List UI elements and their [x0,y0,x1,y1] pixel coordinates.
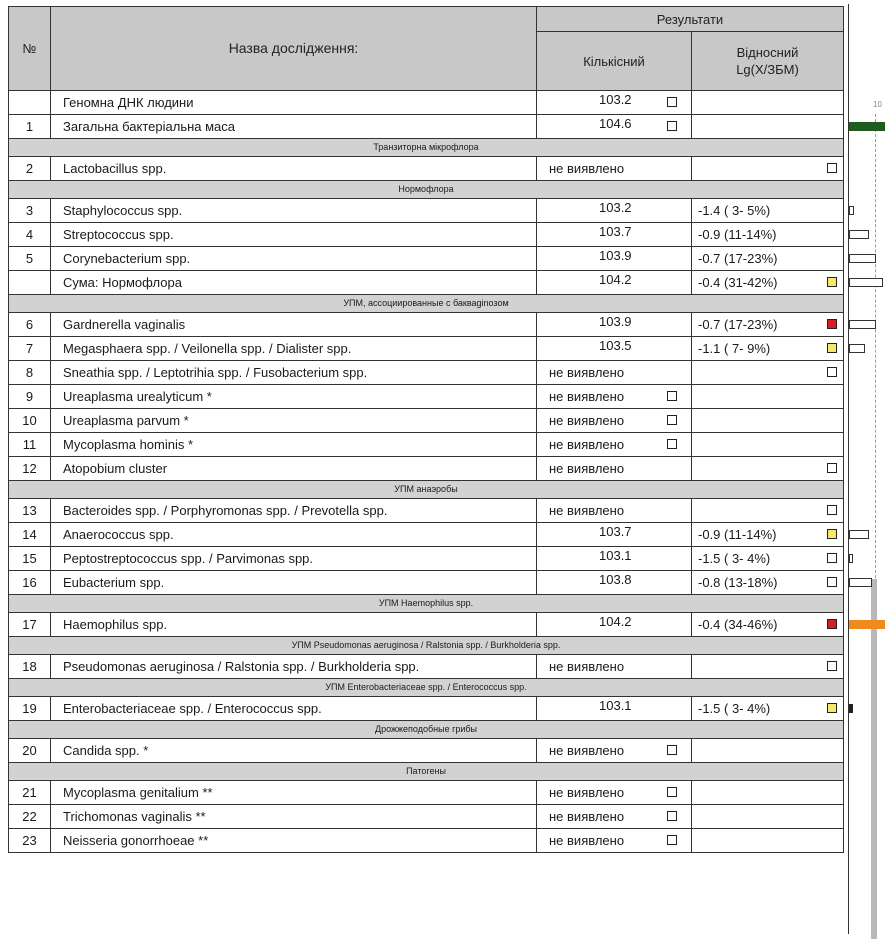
section-row [9,595,844,613]
relative-value [692,785,698,800]
status-indicator-white [827,163,837,173]
power-exponent: 4.2 [613,272,632,287]
table-row [9,271,844,295]
relative-value: -0.7 (17-23%) [698,251,778,266]
quantitative-cell [537,613,692,637]
row-number: 2 [9,157,51,181]
relative-cell [692,385,844,409]
quantitative-checkbox [667,439,677,449]
quantitative-checkbox [667,121,677,131]
quantitative-power [599,200,632,215]
table-row [9,829,844,853]
status-indicator-red [827,319,837,329]
quantitative-power [599,272,632,287]
power-base: 10 [599,314,614,329]
relative-cell [692,91,844,115]
quantitative-power [599,572,632,587]
quantitative-power [599,548,632,563]
quantitative-cell [537,547,692,571]
test-name: Streptococcus spp. [51,223,537,247]
quantitative-cell [537,361,692,385]
section-title: УПМ Pseudomonas aeruginosa / Ralstonia spp. / Burkholderia spp. [9,637,844,655]
row-number [9,91,51,115]
row-number: 13 [9,499,51,523]
power-base: 10 [599,548,614,563]
power-exponent: 3.1 [613,698,632,713]
relative-value [692,503,698,518]
test-name: Peptostreptococcus spp. / Parvimonas spp. [51,547,537,571]
sidebar-bar [849,530,869,539]
quantitative-text: не виявлено [549,413,625,428]
row-number: 23 [9,829,51,853]
row-number: 7 [9,337,51,361]
test-name: Ureaplasma parvum * [51,409,537,433]
sidebar-bar [849,620,885,629]
section-title: УПМ Enterobacteriaceae spp. / Enterococcus spp. [9,679,844,697]
status-indicator-white [827,577,837,587]
row-number: 15 [9,547,51,571]
power-base: 10 [599,200,614,215]
relative-cell [692,655,844,679]
relative-value [692,743,698,758]
status-indicator-white [827,463,837,473]
relative-value: -1.5 ( 3- 4%) [698,551,771,566]
section-title: Дрожжеподобные грибы [9,721,844,739]
row-number: 10 [9,409,51,433]
row-number: 1 [9,115,51,139]
quantitative-power [599,224,632,239]
quantitative-text: не виявлено [549,659,625,674]
section-title: Нормофлора [9,181,844,199]
header-results: Результати [537,7,844,32]
test-name: Сума: Нормофлора [51,271,537,295]
test-name: Mycoplasma hominis * [51,433,537,457]
power-base: 10 [599,248,614,263]
test-name: Enterobacteriaceae spp. / Enterococcus spp. [51,697,537,721]
relative-value [692,389,698,404]
quantitative-cell [537,805,692,829]
quantitative-text: не виявлено [549,437,625,452]
quantitative-cell [537,655,692,679]
table-row [9,547,844,571]
quantitative-cell [537,739,692,763]
quantitative-cell [537,199,692,223]
quantitative-power [599,92,632,107]
relative-value: -1.5 ( 3- 4%) [698,701,771,716]
section-title: УПМ Haemophilus spp. [9,595,844,613]
section-row [9,721,844,739]
power-exponent: 4.6 [613,116,632,131]
relative-value [692,659,698,674]
header-quantitative: Кількісний [537,32,692,91]
relative-cell [692,805,844,829]
relative-cell [692,781,844,805]
sidebar-gray-band [871,579,877,939]
relative-cell [692,829,844,853]
section-row [9,181,844,199]
table-row [9,409,844,433]
table-row [9,805,844,829]
row-number: 11 [9,433,51,457]
power-exponent: 3.9 [613,314,632,329]
quantitative-cell [537,313,692,337]
quantitative-checkbox [667,745,677,755]
status-indicator-white [827,553,837,563]
header-relative: Відносний Lg(X/ЗБМ) [692,32,844,91]
relative-cell [692,247,844,271]
table-row [9,655,844,679]
row-number: 5 [9,247,51,271]
table-row [9,115,844,139]
results-body [9,91,844,853]
power-exponent: 3.2 [613,92,632,107]
test-name: Загальна бактеріальна маса [51,115,537,139]
relative-value [692,437,698,452]
relative-value: -0.9 (11-14%) [698,527,777,542]
relative-value [692,365,698,380]
power-base: 10 [599,614,614,629]
row-number: 20 [9,739,51,763]
section-row [9,139,844,157]
quantitative-power [599,614,632,629]
table-row [9,199,844,223]
table-row [9,781,844,805]
relative-cell [692,313,844,337]
section-title: УПМ, ассоциированные с бакваginозом [9,295,844,313]
section-row [9,637,844,655]
test-name: Megasphaera spp. / Veilonella spp. / Dialister spp. [51,337,537,361]
relative-cell [692,499,844,523]
quantitative-text: не виявлено [549,161,625,176]
test-name: Trichomonas vaginalis ** [51,805,537,829]
relative-value: -0.7 (17-23%) [698,317,778,332]
power-base: 10 [599,224,614,239]
status-indicator-red [827,619,837,629]
section-title: Патогены [9,763,844,781]
relative-cell [692,613,844,637]
quantitative-cell [537,523,692,547]
row-number: 8 [9,361,51,385]
test-name: Eubacterium spp. [51,571,537,595]
power-exponent: 3.9 [613,248,632,263]
quantitative-checkbox [667,787,677,797]
test-name: Lactobacillus spp. [51,157,537,181]
power-base: 10 [599,92,614,107]
table-row [9,385,844,409]
table-row [9,457,844,481]
sidebar-bar [849,206,854,215]
power-exponent: 3.7 [613,224,632,239]
quantitative-checkbox [667,391,677,401]
sidebar-bar [849,704,853,713]
header-no: № [9,7,51,91]
table-row [9,361,844,385]
power-base: 10 [599,524,614,539]
sidebar-bar [849,320,876,329]
power-base: 10 [599,698,614,713]
row-number: 19 [9,697,51,721]
relative-cell [692,571,844,595]
table-row [9,337,844,361]
power-base: 10 [599,116,614,131]
quantitative-cell [537,781,692,805]
quantitative-cell [537,91,692,115]
quantitative-power [599,116,632,131]
status-indicator-yellow [827,529,837,539]
status-indicator-white [827,661,837,671]
test-name: Haemophilus spp. [51,613,537,637]
relative-cell [692,457,844,481]
relative-value [692,413,698,428]
sidebar-bar [849,554,853,563]
sidebar-bar [849,578,872,587]
section-row [9,295,844,313]
quantitative-cell [537,457,692,481]
row-number: 12 [9,457,51,481]
quantitative-cell [537,697,692,721]
test-name: Corynebacterium spp. [51,247,537,271]
row-number: 3 [9,199,51,223]
relative-value [692,119,698,134]
quantitative-text: не виявлено [549,809,625,824]
quantitative-cell [537,247,692,271]
status-indicator-white [827,367,837,377]
quantitative-text: не виявлено [549,461,625,476]
results-table [8,6,844,853]
row-number: 22 [9,805,51,829]
relative-value [692,461,698,476]
quantitative-text: не виявлено [549,389,625,404]
test-name: Neisseria gonorrhoeae ** [51,829,537,853]
table-row [9,739,844,763]
quantitative-cell [537,115,692,139]
test-name: Atopobium cluster [51,457,537,481]
relative-value: -0.8 (13-18%) [698,575,778,590]
relative-cell [692,271,844,295]
table-row [9,247,844,271]
test-name: Pseudomonas aeruginosa / Ralstonia spp. / Burkholderia spp. [51,655,537,679]
test-name: Staphylococcus spp. [51,199,537,223]
relative-cell [692,409,844,433]
test-name: Anaerococcus spp. [51,523,537,547]
quantitative-checkbox [667,835,677,845]
test-name: Mycoplasma genitalium ** [51,781,537,805]
section-title: УПМ анаэробы [9,481,844,499]
quantitative-checkbox [667,97,677,107]
quantitative-cell [537,409,692,433]
relative-value: -1.1 ( 7- 9%) [698,341,771,356]
relative-value [692,833,698,848]
quantitative-cell [537,337,692,361]
table-row [9,571,844,595]
relative-value [692,161,698,176]
quantitative-cell [537,571,692,595]
test-name: Gardnerella vaginalis [51,313,537,337]
sidebar-bar [849,278,883,287]
quantitative-checkbox [667,811,677,821]
quantitative-cell [537,433,692,457]
power-base: 10 [599,272,614,287]
quantitative-cell [537,223,692,247]
relative-cell [692,199,844,223]
relative-cell [692,157,844,181]
relative-cell [692,697,844,721]
row-number: 6 [9,313,51,337]
table-row [9,523,844,547]
power-exponent: 3.5 [613,338,632,353]
quantitative-power [599,248,632,263]
test-name: Геномна ДНК людини [51,91,537,115]
table-row [9,313,844,337]
power-exponent: 3.1 [613,548,632,563]
relative-value [692,95,698,110]
row-number: 14 [9,523,51,547]
relative-cell [692,115,844,139]
sidebar-graph [848,4,886,934]
sidebar-bar [849,122,885,131]
section-row [9,481,844,499]
test-name: Ureaplasma urealyticum * [51,385,537,409]
row-number: 9 [9,385,51,409]
quantitative-cell [537,157,692,181]
quantitative-text: не виявлено [549,785,625,800]
header-test-name: Назва дослідження: [51,7,537,91]
quantitative-text: не виявлено [549,503,625,518]
relative-cell [692,337,844,361]
row-number: 21 [9,781,51,805]
table-row [9,697,844,721]
quantitative-power [599,338,632,353]
relative-cell [692,361,844,385]
table-row [9,613,844,637]
sidebar-bar [849,230,869,239]
status-indicator-yellow [827,277,837,287]
status-indicator-yellow [827,343,837,353]
section-row [9,763,844,781]
quantitative-text: не виявлено [549,365,625,380]
relative-cell [692,523,844,547]
quantitative-text: не виявлено [549,833,625,848]
quantitative-cell [537,829,692,853]
table-row [9,433,844,457]
relative-value: -0.4 (31-42%) [698,275,778,290]
section-title: Транзиторна мікрофлора [9,139,844,157]
quantitative-cell [537,385,692,409]
quantitative-text: не виявлено [549,743,625,758]
test-name: Bacteroides spp. / Porphyromonas spp. / Prevotella spp. [51,499,537,523]
quantitative-power [599,524,632,539]
quantitative-cell [537,499,692,523]
row-number: 18 [9,655,51,679]
relative-cell [692,433,844,457]
power-exponent: 3.7 [613,524,632,539]
test-name: Candida spp. * [51,739,537,763]
row-number: 17 [9,613,51,637]
relative-value: -0.4 (34-46%) [698,617,778,632]
table-row [9,91,844,115]
status-indicator-white [827,505,837,515]
relative-value: -0.9 (11-14%) [698,227,777,242]
sidebar-scale-label: 10 [873,100,882,109]
relative-cell [692,739,844,763]
relative-cell [692,223,844,247]
quantitative-checkbox [667,415,677,425]
row-number: 4 [9,223,51,247]
sidebar-bar [849,344,865,353]
relative-cell [692,547,844,571]
power-exponent: 3.8 [613,572,632,587]
quantitative-power [599,698,632,713]
section-row [9,679,844,697]
power-exponent: 3.2 [613,200,632,215]
quantitative-cell [537,271,692,295]
table-row [9,223,844,247]
power-exponent: 4.2 [613,614,632,629]
table-row [9,499,844,523]
table-row [9,157,844,181]
relative-value: -1.4 ( 3- 5%) [698,203,771,218]
row-number [9,271,51,295]
power-base: 10 [599,572,614,587]
relative-value [692,809,698,824]
status-indicator-yellow [827,703,837,713]
power-base: 10 [599,338,614,353]
sidebar-bar [849,254,876,263]
quantitative-power [599,314,632,329]
test-name: Sneathia spp. / Leptotrihia spp. / Fusobacterium spp. [51,361,537,385]
row-number: 16 [9,571,51,595]
